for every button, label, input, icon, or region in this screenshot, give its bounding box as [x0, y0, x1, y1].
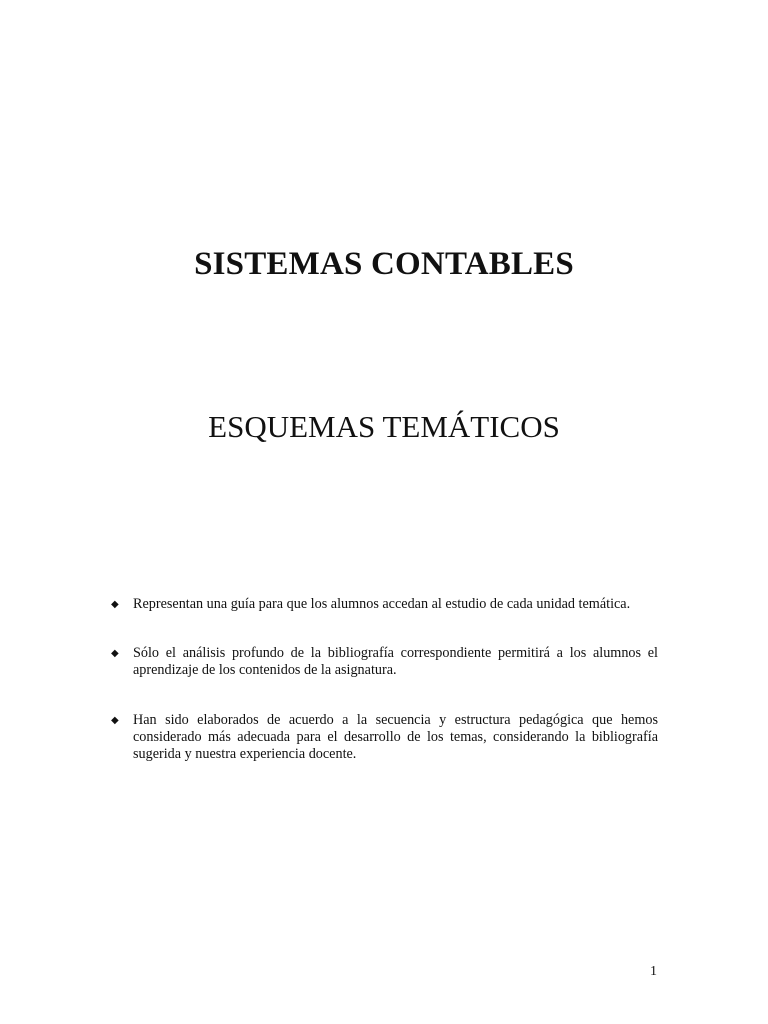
diamond-bullet-icon: ◆	[111, 714, 119, 726]
bullet-item	[108, 645, 658, 679]
bullet-text: Han sido elaborados de acuerdo a la secuencia y estructura pedagógica que hemos considerado más adecuada para el desarrollo de los temas, considerando la bibliografía sugerida y nuestra experiencia docente.	[133, 711, 658, 763]
diamond-bullet-icon: ◆	[111, 599, 119, 610]
page-number: 1	[650, 964, 657, 979]
bullet-item	[108, 596, 658, 613]
diamond-bullet-icon: ◆	[111, 648, 119, 660]
bullet-list	[108, 596, 658, 795]
bullet-item	[108, 712, 658, 764]
document-subtitle: ESQUEMAS TEMÁTICOS	[208, 409, 560, 444]
document-title: SISTEMAS CONTABLES	[194, 246, 574, 282]
bullet-text: Sólo el análisis profundo de la bibliografía correspondiente permitirá a los alumnos el aprendizaje de los contenidos de la asignatura.	[133, 645, 658, 679]
bullet-text: Representan una guía para que los alumnos accedan al estudio de cada unidad temática.	[133, 596, 631, 612]
